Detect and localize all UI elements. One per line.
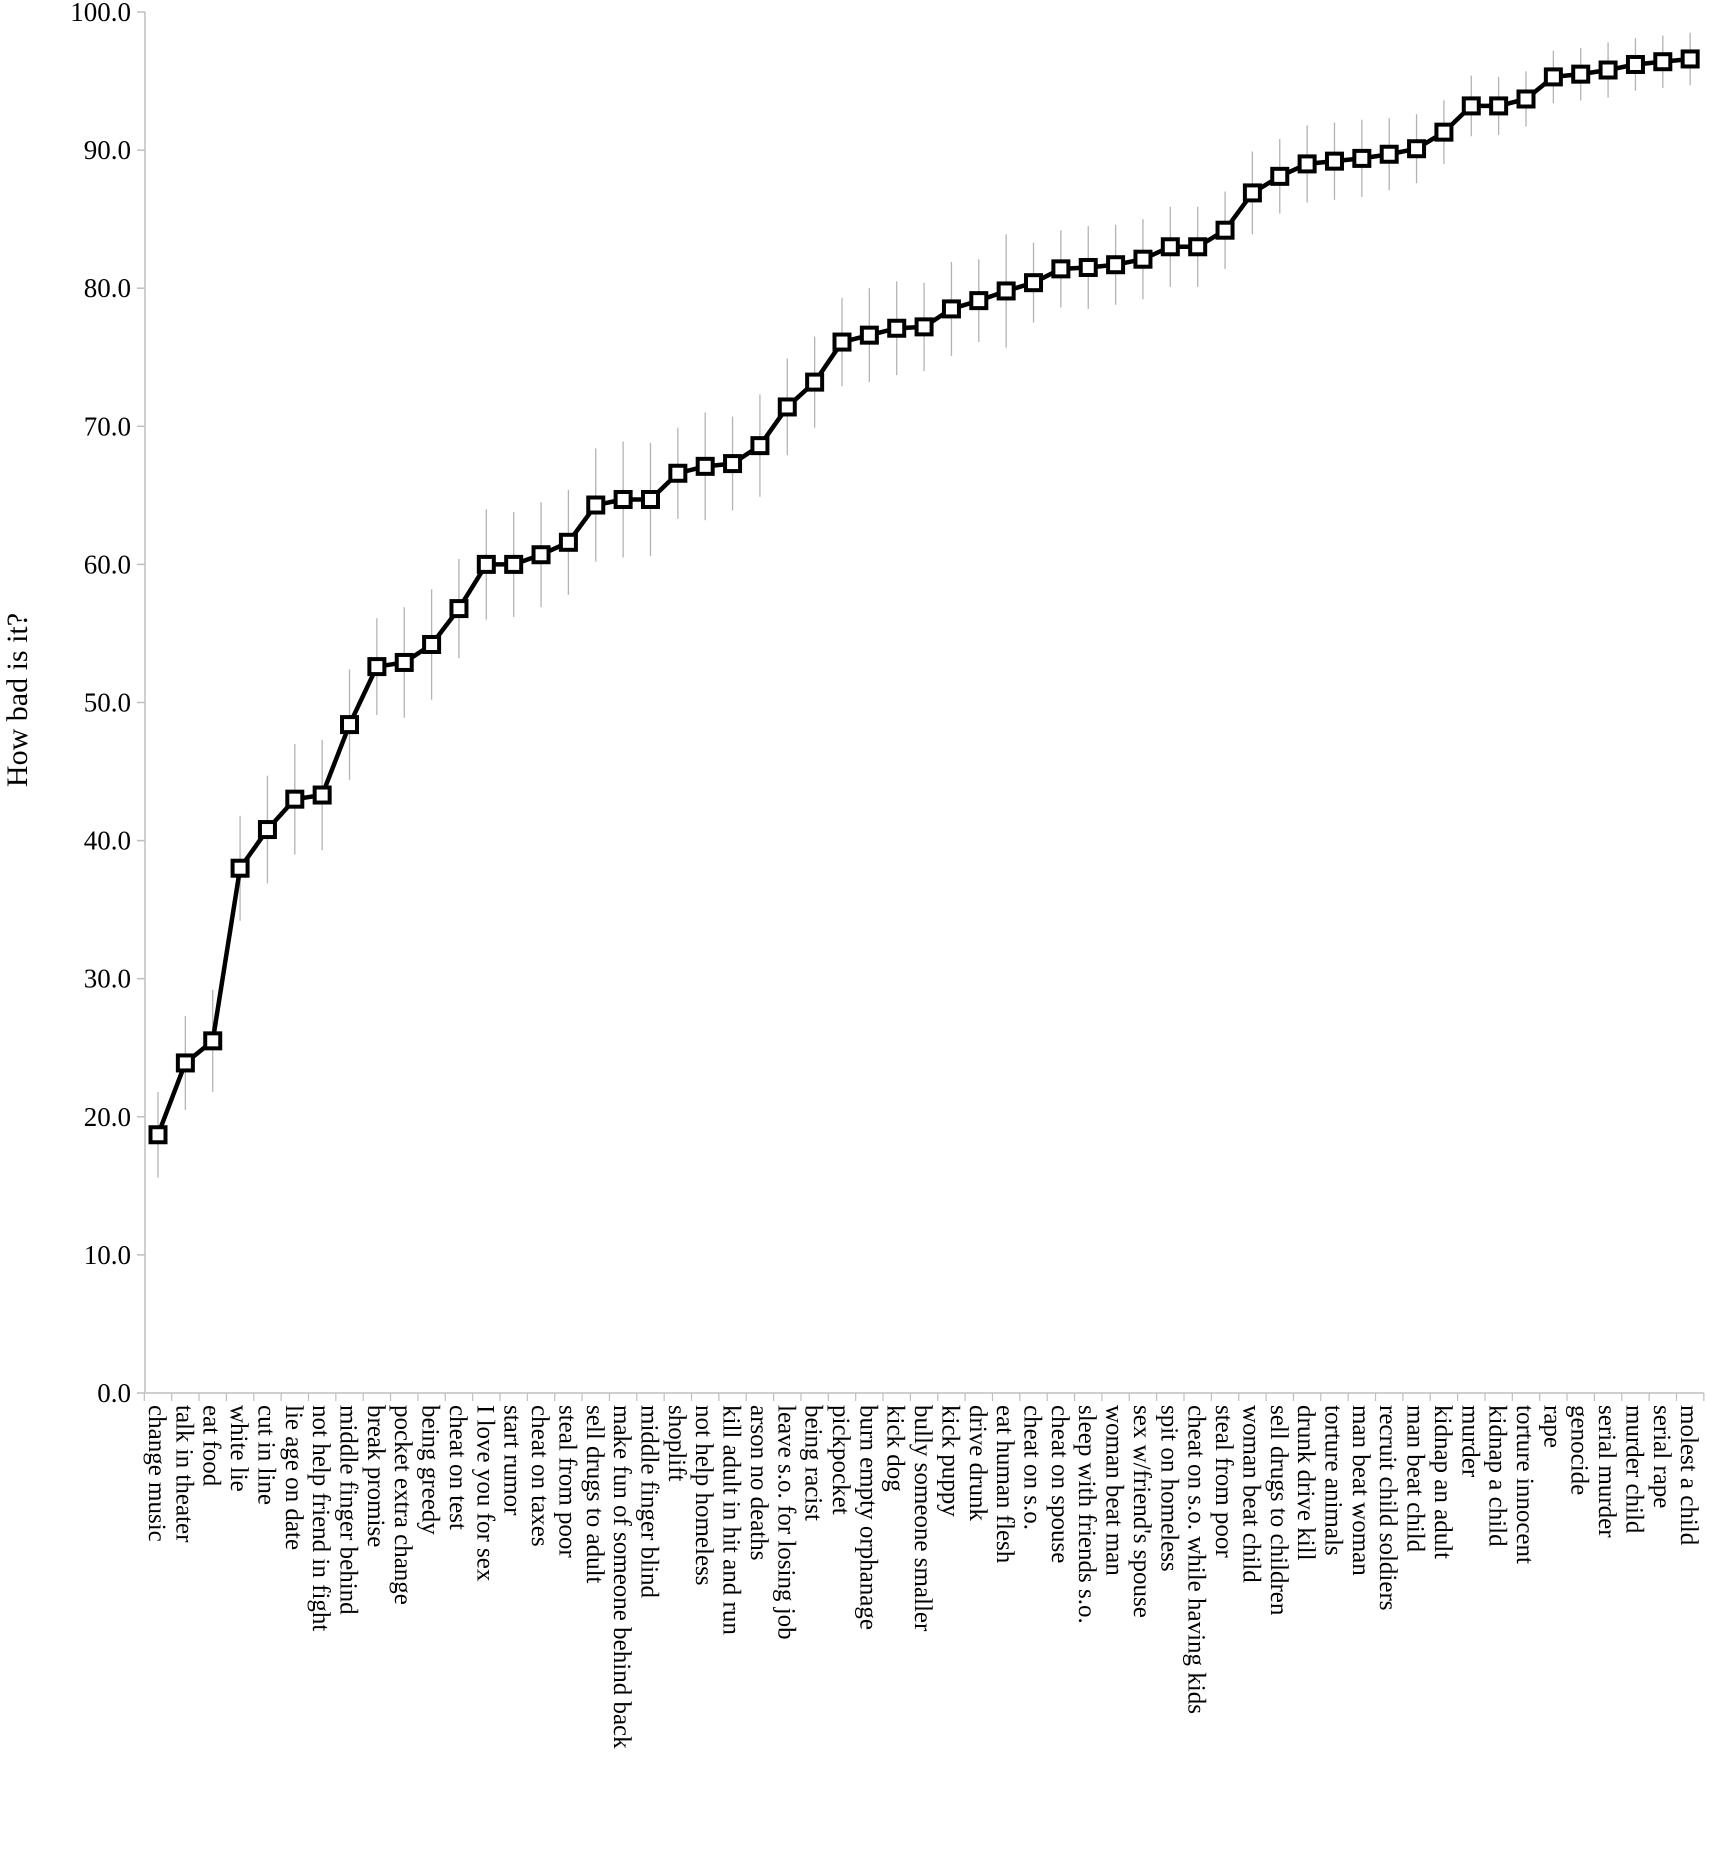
- data-point-marker: [1190, 239, 1205, 254]
- x-category-label: rape: [1538, 1405, 1566, 1449]
- x-category-label: pickpocket: [827, 1405, 854, 1515]
- x-category-label: sell drugs to adult: [580, 1405, 608, 1584]
- data-point-marker: [1053, 261, 1068, 276]
- x-category-label: kill adult in hit and run: [717, 1405, 745, 1635]
- x-category-label: murder: [1456, 1405, 1484, 1478]
- x-category-label: sell drugs to children: [1264, 1405, 1292, 1616]
- x-category-label: cheat on s.o.: [1018, 1405, 1046, 1530]
- data-point-marker: [205, 1033, 220, 1048]
- y-tick-label: 20.0: [83, 1101, 131, 1132]
- data-point-marker: [397, 655, 412, 670]
- x-category-label: serial rape: [1647, 1405, 1675, 1509]
- x-category-label: arson no deaths: [744, 1405, 772, 1561]
- x-category-label: I love you for sex: [471, 1405, 499, 1582]
- data-point-marker: [1300, 156, 1315, 171]
- y-tick-label: 30.0: [83, 963, 131, 994]
- x-category-label: white lie: [225, 1405, 253, 1492]
- x-category-label: man beat woman: [1346, 1405, 1374, 1576]
- data-point-marker: [1163, 239, 1178, 254]
- x-category-label: cheat on taxes: [526, 1405, 554, 1547]
- data-point-marker: [1436, 125, 1451, 140]
- data-point-marker: [752, 438, 767, 453]
- y-tick-label: 10.0: [83, 1239, 131, 1270]
- x-category-label: make fun of someone behind back: [608, 1405, 636, 1749]
- data-point-marker: [807, 375, 822, 390]
- data-point-marker: [971, 293, 986, 308]
- data-point-marker: [588, 498, 603, 513]
- data-point-marker: [561, 535, 576, 550]
- x-category-label: shoplift: [662, 1405, 690, 1482]
- x-category-label: talk in theater: [170, 1405, 198, 1543]
- x-category-label: kick puppy: [936, 1405, 964, 1517]
- y-tick-label: 0.0: [97, 1378, 131, 1408]
- data-point-marker: [1546, 69, 1561, 84]
- x-category-label: not help friend in fight: [307, 1405, 335, 1632]
- axes-layer: [70, 0, 1704, 1408]
- data-point-marker: [725, 456, 740, 471]
- x-category-label: not help homeless: [690, 1405, 718, 1586]
- data-point-marker: [1655, 54, 1670, 69]
- data-point-marker: [534, 547, 549, 562]
- x-category-label: cheat on s.o. while having kids: [1182, 1405, 1210, 1714]
- x-category-label: burn empty orphanage: [854, 1405, 882, 1630]
- data-point-marker: [1382, 147, 1397, 162]
- x-category-label: torture animals: [1319, 1405, 1347, 1556]
- x-category-label: being racist: [799, 1405, 827, 1521]
- data-point-marker: [369, 659, 384, 674]
- y-tick-label: 80.0: [83, 273, 131, 304]
- y-tick-label: 60.0: [83, 549, 131, 580]
- data-point-marker: [424, 637, 439, 652]
- x-category-label: sex w/friend's spouse: [1127, 1405, 1155, 1618]
- x-category-label: kidnap a child: [1483, 1405, 1511, 1547]
- x-category-label: steal from poor: [553, 1405, 581, 1558]
- x-category-label: break promise: [361, 1405, 389, 1548]
- y-tick-label: 70.0: [83, 411, 131, 442]
- x-category-label: kick dog: [881, 1405, 909, 1492]
- data-point-marker: [1026, 275, 1041, 290]
- data-point-marker: [1601, 63, 1616, 78]
- x-category-label: cheat on test: [443, 1405, 471, 1530]
- data-point-marker: [1218, 223, 1233, 238]
- data-point-marker: [1519, 92, 1534, 107]
- data-point-marker: [1108, 257, 1123, 272]
- x-category-label: leave s.o. for losing job: [772, 1405, 800, 1640]
- x-category-label: recruit child soldiers: [1374, 1405, 1402, 1611]
- x-category-label: being greedy: [416, 1405, 444, 1535]
- data-point-marker: [780, 399, 795, 414]
- data-point-marker: [1327, 154, 1342, 169]
- data-point-marker: [451, 601, 466, 616]
- data-point-marker: [670, 466, 685, 481]
- data-point-marker: [1683, 51, 1698, 66]
- y-tick-label: 50.0: [83, 687, 131, 718]
- x-category-label: murder child: [1620, 1405, 1648, 1534]
- series-line-layer: [158, 59, 1690, 1135]
- data-point-marker: [1491, 98, 1506, 113]
- data-point-marker: [1464, 98, 1479, 113]
- data-point-marker: [1135, 252, 1150, 267]
- data-point-marker: [479, 557, 494, 572]
- data-point-marker: [1081, 260, 1096, 275]
- data-point-marker: [260, 822, 275, 837]
- data-point-marker: [616, 492, 631, 507]
- data-point-marker: [1245, 185, 1260, 200]
- data-point-marker: [178, 1055, 193, 1070]
- x-category-label: change music: [143, 1405, 170, 1542]
- x-category-label: woman beat man: [1100, 1405, 1128, 1576]
- data-point-marker: [151, 1127, 166, 1142]
- x-category-label: molest a child: [1675, 1405, 1703, 1546]
- data-point-marker: [889, 321, 904, 336]
- data-point-marker: [287, 792, 302, 807]
- data-point-marker: [698, 459, 713, 474]
- x-category-label: kidnap an adult: [1428, 1405, 1456, 1560]
- data-point-marker: [1272, 169, 1287, 184]
- y-tick-label: 100.0: [70, 0, 131, 27]
- x-category-label: middle finger behind: [334, 1405, 362, 1615]
- x-category-label: drunk drive kill: [1292, 1405, 1320, 1561]
- data-point-marker: [835, 335, 850, 350]
- x-category-label: start rumor: [498, 1405, 526, 1516]
- x-category-label: steal from poor: [1210, 1405, 1238, 1558]
- data-point-marker: [862, 328, 877, 343]
- data-point-marker: [944, 301, 959, 316]
- error-bars-layer: [158, 33, 1690, 1178]
- x-category-label: woman beat child: [1237, 1405, 1265, 1583]
- x-category-label: lie age on date: [279, 1405, 307, 1551]
- x-category-label: middle finger blind: [635, 1405, 663, 1599]
- x-category-label: drive drunk: [963, 1405, 991, 1521]
- data-point-marker: [342, 717, 357, 732]
- x-category-label: cheat on spouse: [1045, 1405, 1073, 1564]
- data-point-marker: [1354, 151, 1369, 166]
- x-category-label: man beat child: [1401, 1405, 1429, 1553]
- x-category-label: serial murder: [1593, 1405, 1621, 1538]
- data-point-marker: [1573, 67, 1588, 82]
- x-category-label: pocket extra change: [389, 1405, 417, 1605]
- x-category-label: cut in line: [252, 1405, 280, 1505]
- x-category-label: eat human flesh: [991, 1405, 1019, 1564]
- x-category-label: sleep with friends s.o.: [1073, 1405, 1101, 1624]
- data-point-marker: [917, 319, 932, 334]
- data-point-marker: [233, 861, 248, 876]
- x-category-label: bully someone smaller: [909, 1405, 937, 1632]
- x-category-label: torture innocent: [1511, 1405, 1538, 1564]
- x-category-label: genocide: [1565, 1405, 1593, 1496]
- data-point-marker: [506, 557, 521, 572]
- data-point-marker: [315, 788, 330, 803]
- y-tick-label: 90.0: [83, 135, 131, 166]
- data-point-marker: [1409, 141, 1424, 156]
- series-line: [158, 59, 1690, 1135]
- y-axis-title: How bad is it?: [1, 612, 34, 788]
- data-point-marker: [643, 492, 658, 507]
- x-category-label: spit on homeless: [1155, 1405, 1183, 1572]
- data-point-marker: [999, 283, 1014, 298]
- labels-layer: [143, 1405, 1702, 1749]
- markers-layer: [151, 51, 1698, 1142]
- x-category-label: eat food: [197, 1405, 225, 1487]
- data-point-marker: [1628, 57, 1643, 72]
- y-tick-label: 40.0: [83, 825, 131, 856]
